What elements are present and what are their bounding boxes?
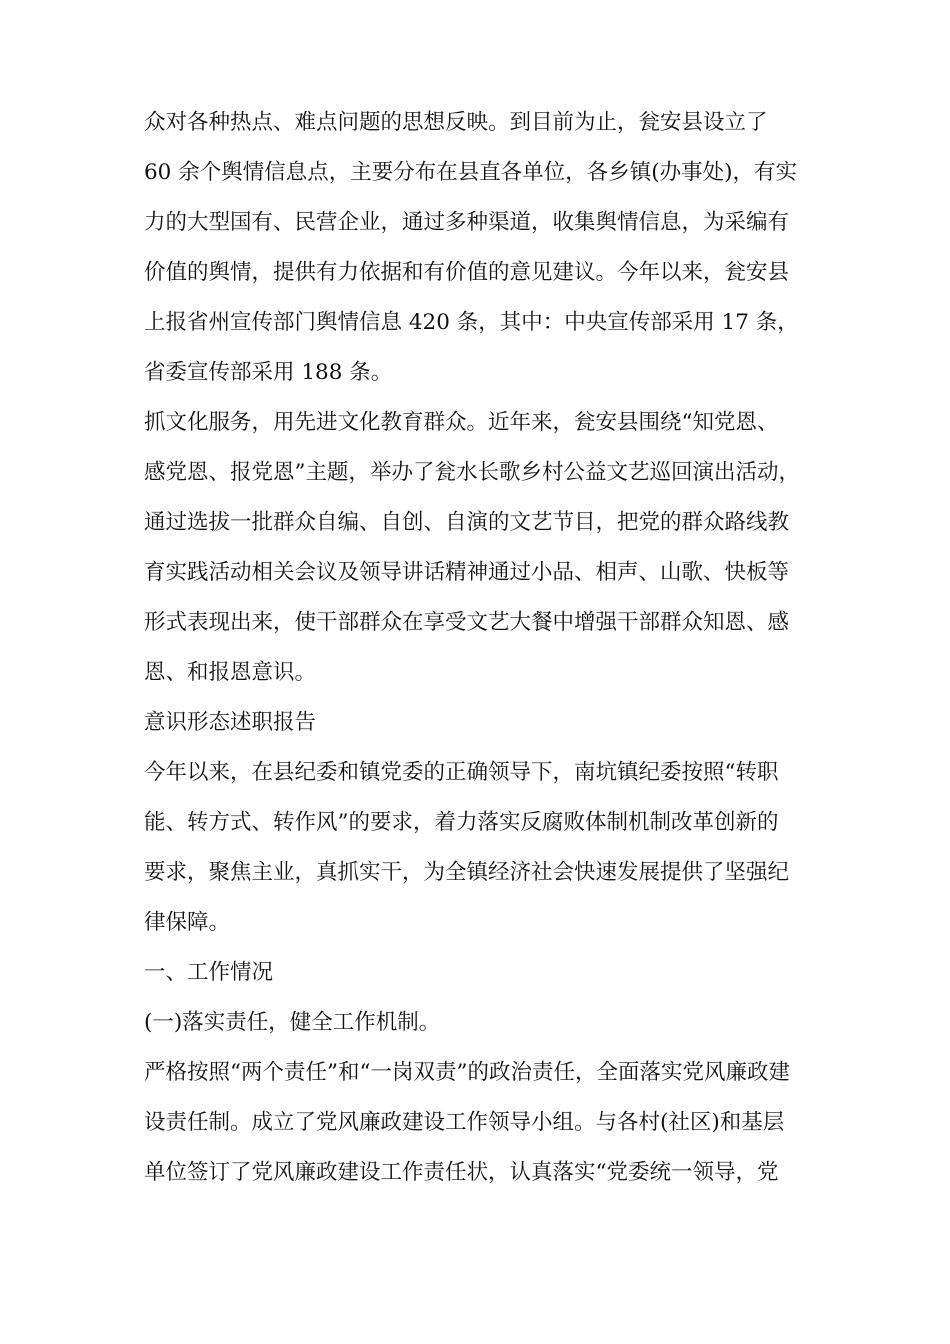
text-line: 力的大型国有、民营企业，通过多种渠道，收集舆情信息，为采编有 bbox=[144, 210, 790, 235]
text-line: 律保障。 bbox=[144, 910, 231, 935]
section-heading: 一、工作情况 bbox=[144, 960, 274, 985]
text-line: 价值的舆情，提供有力依据和有价值的意见建议。今年以来，瓮安县 bbox=[144, 260, 790, 285]
text-line: 单位签订了党风廉政建设工作责任状，认真落实“党委统一领导，党 bbox=[144, 1160, 779, 1185]
text-line: 形式表现出来，使干部群众在享受文艺大餐中增强干部群众知恩、感 bbox=[144, 610, 790, 635]
document-body bbox=[144, 98, 824, 1198]
text-line: 今年以来，在县纪委和镇党委的正确领导下，南坑镇纪委按照“转职 bbox=[144, 760, 779, 785]
text-line: 设责任制。成立了党风廉政建设工作领导小组。与各村(社区)和基层 bbox=[144, 1110, 785, 1135]
text-line: 众对各种热点、难点问题的思想反映。到目前为止，瓮安县设立了 bbox=[144, 110, 768, 135]
text-line: 通过选拔一批群众自编、自创、自演的文艺节目，把党的群众路线教 bbox=[144, 510, 790, 535]
text-line: 省委宣传部采用 188 条。 bbox=[144, 360, 393, 385]
subsection-heading: (一)落实责任，健全工作机制。 bbox=[144, 1010, 441, 1035]
text-line: 60 余个舆情信息点，主要分布在县直各单位，各乡镇(办事处)，有实 bbox=[144, 160, 797, 185]
text-line: 恩、和报恩意识。 bbox=[144, 660, 317, 685]
text-line: 感党恩、报党恩”主题，举办了瓮水长歌乡村公益文艺巡回演出活动， bbox=[144, 460, 800, 485]
text-line: 严格按照“两个责任”和“一岗双责”的政治责任，全面落实党风廉政建 bbox=[144, 1060, 790, 1085]
text-line: 要求，聚焦主业，真抓实干，为全镇经济社会快速发展提供了坚强纪 bbox=[144, 860, 790, 885]
text-line: 能、转方式、转作风”的要求，着力落实反腐败体制机制改革创新的 bbox=[144, 810, 779, 835]
section-heading: 意识形态述职报告 bbox=[144, 710, 317, 735]
text-line: 育实践活动相关会议及领导讲话精神通过小品、相声、山歌、快板等 bbox=[144, 560, 790, 585]
text-line: 抓文化服务，用先进文化教育群众。近年来，瓮安县围绕“知党恩、 bbox=[144, 410, 779, 435]
text-line: 上报省州宣传部门舆情信息 420 条，其中：中央宣传部采用 17 条， bbox=[144, 310, 799, 335]
